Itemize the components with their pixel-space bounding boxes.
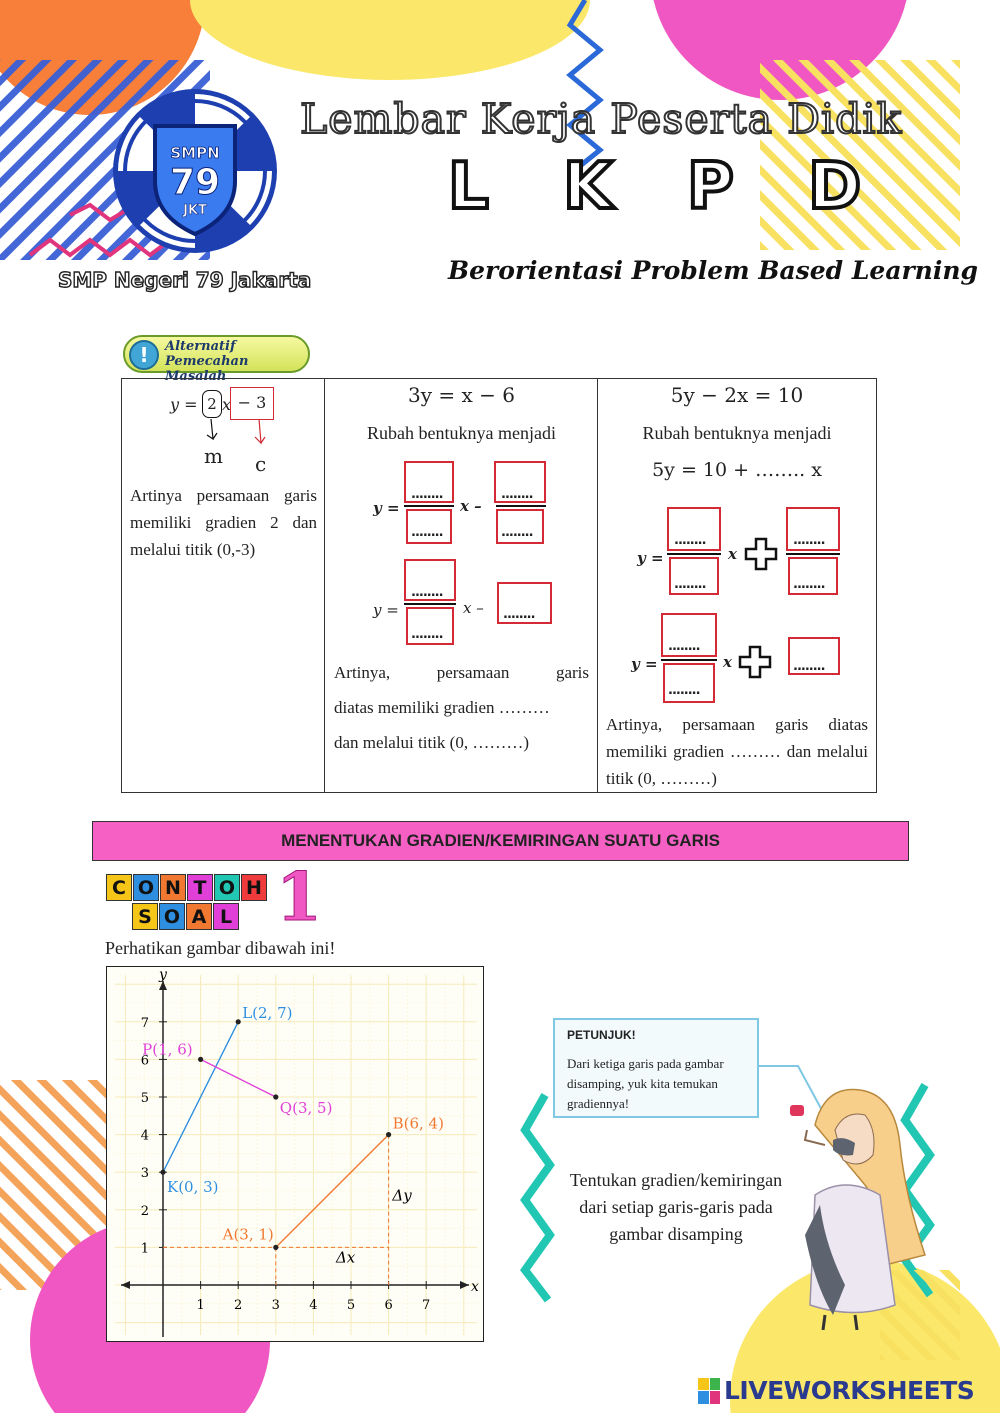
- blank-dots: ........: [411, 627, 443, 642]
- y-axis-label: y: [159, 967, 167, 983]
- data-point: [273, 1094, 278, 1099]
- brand-name: LIVEWORKSHEETS: [724, 1376, 975, 1405]
- blank-dots: ........: [668, 683, 700, 698]
- x-tick-label: 6: [384, 1298, 393, 1313]
- hint-box: [553, 1018, 759, 1118]
- exercise-2-y-label: y =: [631, 655, 658, 673]
- exercise-1-x-minus: x –: [463, 599, 484, 617]
- delta-x-label: Δx: [335, 1248, 356, 1267]
- blank-dots: ........: [411, 585, 443, 600]
- logo-text-top: SMPN: [170, 144, 220, 162]
- blank-dots: ........: [501, 487, 533, 502]
- exercise-2-y-label: y =: [637, 549, 664, 567]
- point-label: P(1, 6): [142, 1040, 193, 1059]
- blank-dots: ........: [501, 525, 533, 540]
- constant-box: − 3: [230, 387, 274, 420]
- example-intro: Perhatikan gambar dibawah ini!: [105, 938, 336, 958]
- page-title: Lembar Kerja Peserta Didik: [300, 95, 903, 143]
- blank-dots: ........: [668, 639, 700, 654]
- plus-icon: [744, 537, 778, 571]
- page-subtitle: Berorientasi Problem Based Learning: [448, 256, 979, 285]
- data-point: [198, 1057, 203, 1062]
- delta-y-label: Δy: [392, 1186, 412, 1205]
- badge-letter: O: [133, 874, 159, 901]
- x-tick-label: 3: [271, 1298, 280, 1313]
- badge-letter: O: [214, 874, 240, 901]
- fraction-line: [404, 505, 454, 507]
- blank-dots: ........: [793, 533, 825, 548]
- y-tick-label: 1: [140, 1241, 149, 1257]
- example-equation: y =: [170, 395, 198, 414]
- exercise-1-y-label: y =: [373, 499, 400, 517]
- exercise-2-equation: 5y − 2x = 10: [670, 383, 804, 407]
- blank-dots: ........: [793, 577, 825, 592]
- exercise-1-instruction: Rubah bentuknya menjadi: [367, 423, 556, 443]
- point-label: Q(3, 5): [279, 1099, 333, 1117]
- badge-letter: L: [213, 903, 239, 930]
- gradient-label-m: m: [204, 444, 223, 468]
- exercise-1-equation: 3y = x − 6: [408, 383, 515, 407]
- hint-title: PETUNJUK!: [567, 1028, 636, 1042]
- badge-letter: S: [132, 903, 158, 930]
- school-name: SMP Negeri 79 Jakarta: [58, 268, 312, 292]
- data-point: [386, 1132, 391, 1137]
- coordinate-graph: [106, 966, 484, 1342]
- blank-dots: ........: [793, 659, 825, 674]
- exercise-2-rewrite: 5y = 10 + …….. x: [652, 459, 822, 481]
- badge-letter: H: [241, 874, 267, 901]
- alternative-badge: [123, 335, 310, 384]
- worksheet-table: [121, 378, 877, 793]
- badge-letter: C: [106, 874, 132, 901]
- x-tick-label: 5: [346, 1298, 356, 1313]
- point-label: K(0, 3): [167, 1178, 219, 1197]
- logo-text-number: 79: [169, 162, 221, 203]
- fraction-line: [661, 659, 717, 661]
- exercise-2-instruction: Rubah bentuknya menjadi: [642, 423, 832, 443]
- y-tick-label: 5: [140, 1091, 149, 1106]
- x-tick-label: 4: [309, 1298, 318, 1313]
- example-badge-row-2: [132, 903, 239, 930]
- blank-dots: ........: [674, 577, 706, 592]
- blank-dots: ........: [503, 607, 535, 622]
- column-exercise-2: [598, 379, 877, 793]
- exercise-2-explanation: Artinya, persamaan garis diatas memiliki gradien ……… dan melalui titik (0, ………): [606, 715, 868, 788]
- exercise-1-y-label: y =: [373, 601, 399, 619]
- x-tick-label: 7: [422, 1298, 431, 1313]
- y-tick-label: 7: [140, 1015, 149, 1031]
- section-banner: MENENTUKAN GRADIEN/KEMIRINGAN SUATU GARIS: [92, 821, 909, 861]
- badge-letter: N: [160, 874, 186, 901]
- blank-dots: ........: [411, 487, 443, 502]
- blank-dots: ........: [674, 533, 706, 548]
- lkpd-acronym: L K P D: [448, 150, 888, 224]
- x-axis-arrow: [460, 1281, 469, 1289]
- fraction-line: [496, 505, 546, 507]
- exercise-2-x-label: x: [728, 545, 737, 563]
- student-illustration: [785, 1085, 935, 1330]
- point-label: A(3, 1): [222, 1225, 274, 1244]
- blank-dots: ........: [411, 525, 443, 540]
- point-label: L(2, 7): [242, 1003, 293, 1022]
- example-explanation: Artinya persamaan garis memiliki gradien 2 dan melalui titik (0,-3): [130, 486, 317, 559]
- example-badge-row-1: [106, 874, 267, 901]
- constant-label-c: c: [255, 452, 267, 476]
- exercise-1-explanation: Artinya, persamaan garis diatas memiliki gradien ……… dan melalui titik (0, ………): [334, 663, 589, 752]
- alternative-badge-line1: Alternatif: [165, 339, 236, 354]
- x-axis-label: x: [471, 1279, 479, 1295]
- data-point: [273, 1245, 278, 1250]
- exclamation-icon: !: [129, 340, 159, 370]
- gradient-coefficient-box: 2: [202, 390, 222, 418]
- fraction-line: [404, 603, 456, 605]
- badge-letter: A: [186, 903, 212, 930]
- x-tick-label: 2: [234, 1298, 243, 1313]
- footer-brand: [698, 1376, 974, 1405]
- data-point: [236, 1019, 241, 1024]
- alternative-badge-line2: Pemecahan Masalah: [165, 354, 249, 384]
- badge-letter: T: [187, 874, 213, 901]
- point-label: B(6, 4): [392, 1114, 444, 1133]
- y-tick-label: 6: [140, 1053, 149, 1069]
- y-tick-label: 4: [140, 1128, 149, 1144]
- hint-text: Dari ketiga garis pada gambar disamping, yuk kita temukan gradiennya!: [567, 1056, 724, 1111]
- plus-icon: [738, 645, 772, 679]
- y-tick-label: 2: [140, 1203, 149, 1219]
- y-tick-label: 3: [140, 1166, 149, 1182]
- example-x: x: [222, 395, 232, 414]
- column-exercise-1: [325, 379, 598, 793]
- example-badge: [106, 874, 281, 934]
- x-tick-label: 1: [196, 1298, 205, 1313]
- example-number: 1: [276, 858, 322, 936]
- fraction-line: [786, 553, 840, 555]
- school-logo: [110, 86, 280, 256]
- fraction-line: [667, 553, 721, 555]
- badge-letter: O: [159, 903, 185, 930]
- brand-icon: [698, 1378, 720, 1404]
- column-example: [122, 379, 325, 793]
- exercise-2-x-label: x: [723, 653, 732, 671]
- logo-text-bottom: JKT: [183, 203, 207, 218]
- task-text: Tentukan gradien/kemiringan dari setiap garis-garis pada gambar disamping: [569, 1170, 783, 1244]
- exercise-1-x-minus: x –: [460, 497, 482, 515]
- data-point: [160, 1170, 165, 1175]
